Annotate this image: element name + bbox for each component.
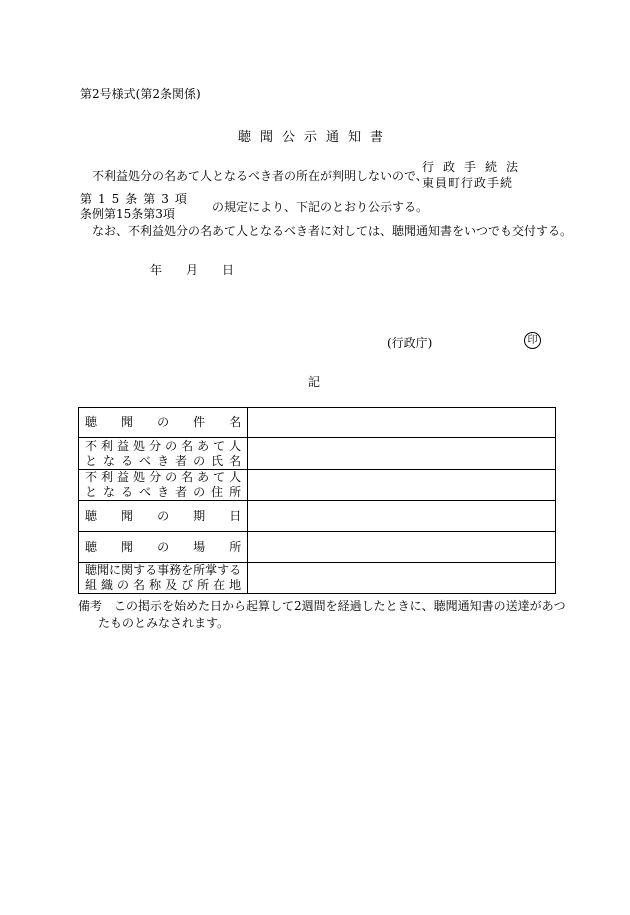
- seal-mark: 印: [524, 332, 541, 349]
- notice-paragraph-1: 不利益処分の名あて人となるべき者の所在が判明しないので、: [92, 169, 428, 183]
- table-label-line: 聴 聞 の 期 日: [85, 508, 242, 523]
- table-label-line: 不 利 益 処 分 の 名 あ て 人: [85, 438, 242, 453]
- table-row-value: [248, 563, 556, 594]
- table-row-label: [79, 408, 248, 438]
- date-line: [150, 261, 234, 278]
- notice-paragraph-2: の規定により、下記のとおり公示する。: [212, 200, 429, 214]
- record-heading: 記: [308, 375, 321, 389]
- table-row: [79, 563, 556, 594]
- form-number: 第2号様式(第2条関係): [80, 87, 201, 101]
- remarks-line-2: たものとみなされます。: [98, 616, 230, 630]
- table-label-line: 不 利 益 処 分 の 名 あ て 人: [85, 470, 242, 484]
- table-label-line: 聴 聞 に 関 す る 事 務 を 所 掌 す る: [85, 563, 242, 577]
- date-year: 年: [150, 263, 163, 277]
- table-row-label: [79, 438, 248, 470]
- table-label-line: 聴 聞 の 場 所: [85, 539, 242, 554]
- law-option-national: 行政手続法: [422, 160, 528, 174]
- table-label-line: 聴 聞 の 件 名: [85, 415, 242, 429]
- date-day: 日: [222, 263, 235, 277]
- law-option-town: 東員町行政手続: [422, 176, 514, 190]
- notice-paragraph-3: なお、不利益処分の名あて人となるべき者に対しては、聴聞通知書をいつでも交付する。: [92, 224, 573, 238]
- table-label-line: と な る べ き 者 の 住 所: [85, 485, 242, 499]
- table-label-line: 組 織 の 名 称 及 び 所 在 地: [85, 578, 242, 592]
- table-row-label: [79, 501, 248, 532]
- table-row: [79, 470, 556, 501]
- document-title: 聴聞公示通知書: [237, 130, 392, 145]
- table-row: [79, 501, 556, 532]
- table-row: [79, 532, 556, 563]
- table-row-value: [248, 470, 556, 501]
- date-month: 月: [186, 263, 199, 277]
- remarks-line-1: 備考 この掲示を始めた日から起算して2週間を経過したときに、聴聞通知書の送達があつ: [78, 599, 566, 613]
- table-row: [79, 408, 556, 438]
- table-row-value: [248, 408, 556, 438]
- hearing-details-table: [78, 407, 556, 594]
- table-row: [79, 438, 556, 470]
- table-row-value: [248, 501, 556, 532]
- table-row-label: [79, 532, 248, 563]
- table-row-value: [248, 532, 556, 563]
- table-row-label: [79, 563, 248, 594]
- table-label-line: と な る べ き 者 の 氏 名: [85, 453, 242, 468]
- table-row-label: [79, 470, 248, 501]
- issuing-agency: (行政庁): [387, 336, 433, 350]
- table-row-value: [248, 438, 556, 470]
- article-option-national: 第15条第3項: [80, 192, 193, 206]
- article-option-town: 条例第15条第3項: [80, 207, 175, 221]
